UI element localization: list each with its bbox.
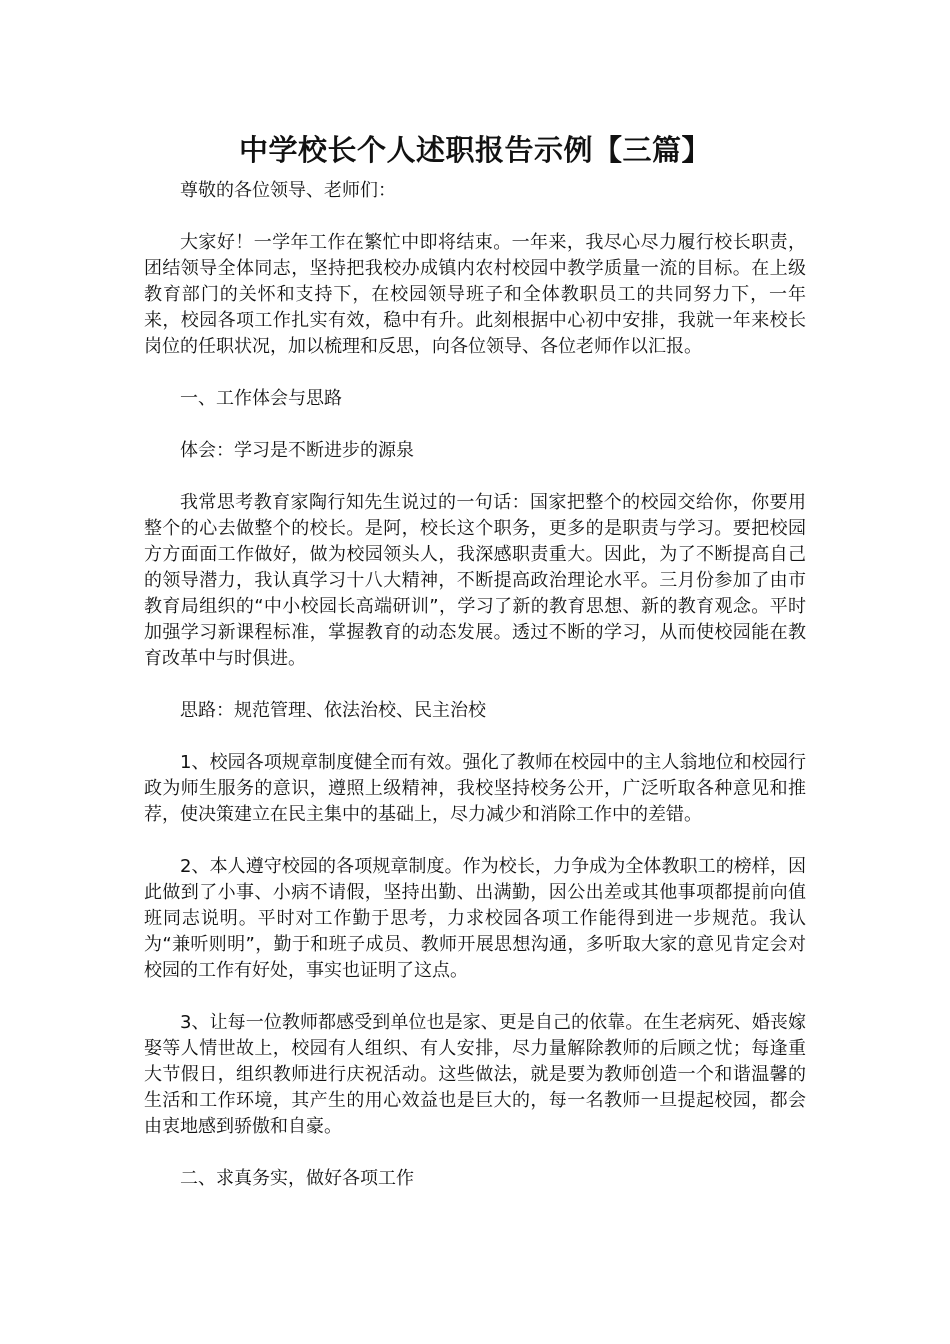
document-page [144, 128, 806, 1218]
greeting: 尊敬的各位领导、老师们： [180, 180, 396, 201]
paragraph-intro: 大家好！一学年工作在繁忙中即将结束。一年来，我尽心尽力履行校长职责，团结领导全体同志，坚持把我校办成镇内农村校园中教学质量一流的目标。在上级教育部门的关怀和支持下，在校园领导班子和全体教职员工的共同努力下，一年来，校园各项工作扎实有效，稳中有升。此刻根据中心初中安排，我就一年来校长岗位的任职状况，加以梳理和反思，向各位领导、各位老师作以汇报。 [144, 232, 806, 357]
section-heading-1: 一、工作体会与思路 [180, 388, 342, 409]
paragraph-item-3: 3、让每一位教师都感受到单位也是家、更是自己的依靠。在生老病死、婚丧嫁娶等人情世故上，校园有人组织、有人安排，尽力量解除教师的后顾之忧；每逢重大节假日，组织教师进行庆祝活动。这些做法，就是要为教师创造一个和谐温馨的生活和工作环境，其产生的用心效益也是巨大的，每一名教师一旦提起校园，都会由衷地感到骄傲和自豪。 [144, 1012, 806, 1137]
subheading-experience: 体会：学习是不断进步的源泉 [180, 440, 414, 461]
subheading-approach: 思路：规范管理、依法治校、民主治校 [180, 700, 486, 721]
paragraph-item-2: 2、本人遵守校园的各项规章制度。作为校长，力争成为全体教职工的榜样，因此做到了小事、小病不请假，坚持出勤、出满勤，因公出差或其他事项都提前向值班同志说明。平时对工作勤于思考，力求校园各项工作能得到进一步规范。我认为“兼听则明”，勤于和班子成员、教师开展思想沟通，多听取大家的意见肯定会对校园的工作有好处，事实也证明了这点。 [144, 856, 806, 981]
document-title: 中学校长个人述职报告示例【三篇】 [238, 133, 711, 167]
section-heading-2: 二、求真务实，做好各项工作 [180, 1168, 414, 1189]
paragraph-learning: 我常思考教育家陶行知先生说过的一句话：国家把整个的校园交给你，你要用整个的心去做整个的校长。是阿，校长这个职务，更多的是职责与学习。要把校园方方面面工作做好，做为校园领头人，我深感职责重大。因此，为了不断提高自己的领导潜力，我认真学习十八大精神，不断提高政治理论水平。三月份参加了由市教育局组织的“中小校园长高端研训”，学习了新的教育思想、新的教育观念。平时加强学习新课程标准，掌握教育的动态发展。透过不断的学习，从而使校园能在教育改革中与时俱进。 [144, 492, 806, 669]
paragraph-item-1: 1、校园各项规章制度健全而有效。强化了教师在校园中的主人翁地位和校园行政为师生服务的意识，遵照上级精神，我校坚持校务公开，广泛听取各种意见和推荐，使决策建立在民主集中的基础上，尽力减少和消除工作中的差错。 [144, 752, 806, 825]
